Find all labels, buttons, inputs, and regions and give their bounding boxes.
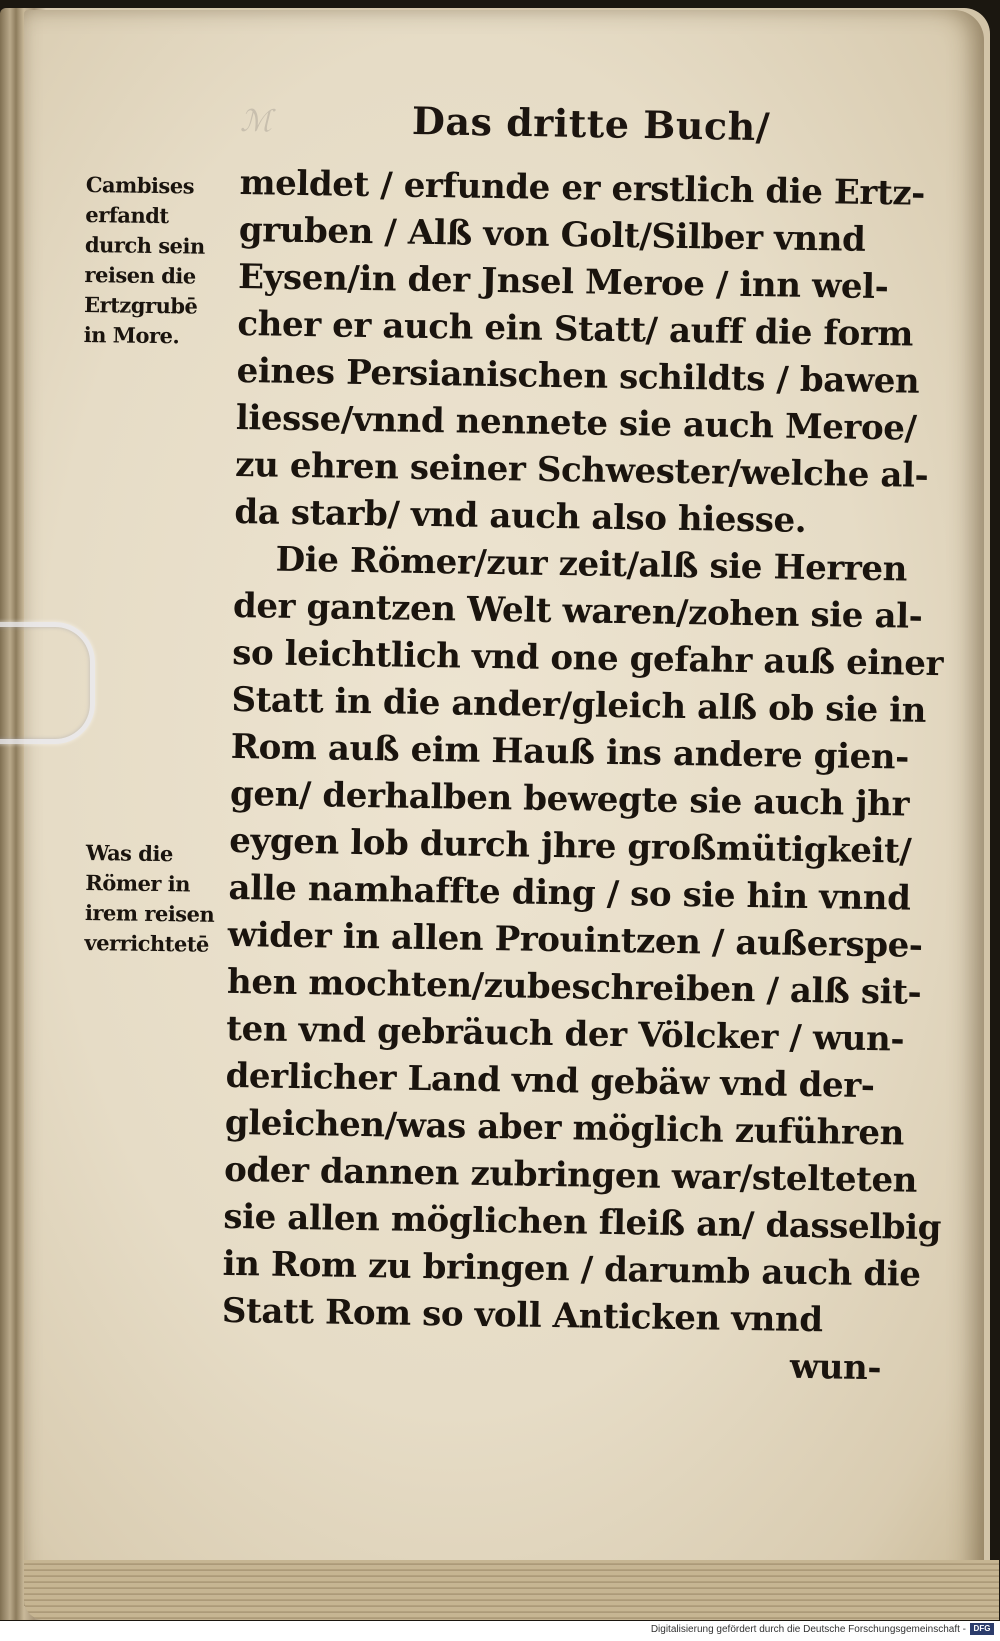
margin-note-line: durch sein	[84, 231, 205, 259]
text-line: Rom auß eim Hauß ins andere gien-	[230, 726, 910, 778]
text-line: gleichen/was aber möglich zuführen	[224, 1102, 905, 1154]
margin-note-line: irem reisen	[84, 899, 215, 927]
text-line: derlicher Land vnd gebäw vnd der-	[225, 1055, 875, 1107]
text-line: Statt Rom so voll Anticken vnnd	[221, 1290, 823, 1341]
text-line: hen mochten/zubeschreiben / alß sit-	[226, 961, 922, 1013]
text-line: liesse/vnnd nennete sie auch Meroe/	[235, 397, 917, 449]
text-line: in Rom zu bringen / darumb auch die	[222, 1243, 921, 1295]
text-line: Eysen/in der Jnsel Meroe / inn wel-	[237, 256, 889, 308]
paragraph-start-line: Die Römer/zur zeit/alß sie Herren	[275, 539, 908, 590]
text-line: gen/ derhalben bewegte sie auch jhr	[229, 773, 910, 825]
text-line: meldet / erfunde er erstlich die Ertz-	[239, 162, 926, 214]
text-line: gruben / Alß von Golt/Silber vnnd	[238, 209, 866, 260]
text-line: zu ehren seiner Schwester/welche al-	[234, 444, 929, 496]
margin-note-line: in More.	[83, 321, 180, 349]
text-line: Statt in die ander/gleich alß ob sie in	[231, 679, 927, 731]
margin-note-line: Ertzgrubē	[83, 291, 198, 319]
margin-note-line: reisen die	[84, 261, 196, 289]
faint-ink-mark: ℳ	[240, 104, 273, 139]
page-clip	[0, 622, 95, 744]
text-line: cher er auch ein Statt/ auff die form	[237, 303, 914, 355]
text-line: oder dannen zubringen war/stelteten	[223, 1149, 918, 1201]
page-stack-bottom	[24, 1560, 999, 1620]
margin-note-line: Römer in	[85, 869, 191, 897]
margin-note-roemer	[84, 838, 236, 960]
text-line: sie allen möglichen fleiß an/ dasselbig	[223, 1196, 942, 1249]
margin-note-cambises	[83, 170, 235, 352]
text-line: so leichtlich vnd one gefahr auß einer	[231, 632, 944, 685]
text-line: wider in allen Prouintzen / außerspe-	[227, 914, 923, 966]
digitization-credit: Digitalisierung gefördert durch die Deutsche Forschungsgemeinschaft -	[650, 1624, 966, 1635]
text-line: alle namhaffte ding / so sie hin vnnd	[228, 867, 911, 919]
margin-note-line: verrichtetē	[84, 929, 210, 957]
text-line: eines Persianischen schildts / bawen	[236, 350, 920, 402]
running-head: Das dritte Buch/	[411, 98, 771, 150]
catchword: wun-	[789, 1346, 882, 1389]
body-text	[221, 160, 944, 1392]
margin-note-line: Was die	[85, 839, 173, 867]
text-line: ten vnd gebräuch der Völcker / wun-	[226, 1008, 905, 1060]
text-line: der gantzen Welt waren/zohen sie al-	[232, 585, 923, 637]
margin-note-line: Cambises	[85, 171, 195, 199]
dfg-logo: DFG	[970, 1623, 994, 1635]
text-line: da starb/ vnd auch also hiesse.	[234, 491, 807, 541]
margin-note-line: erfandt	[85, 201, 169, 229]
text-line: eygen lob durch jhre großmütigkeit/	[228, 820, 912, 872]
